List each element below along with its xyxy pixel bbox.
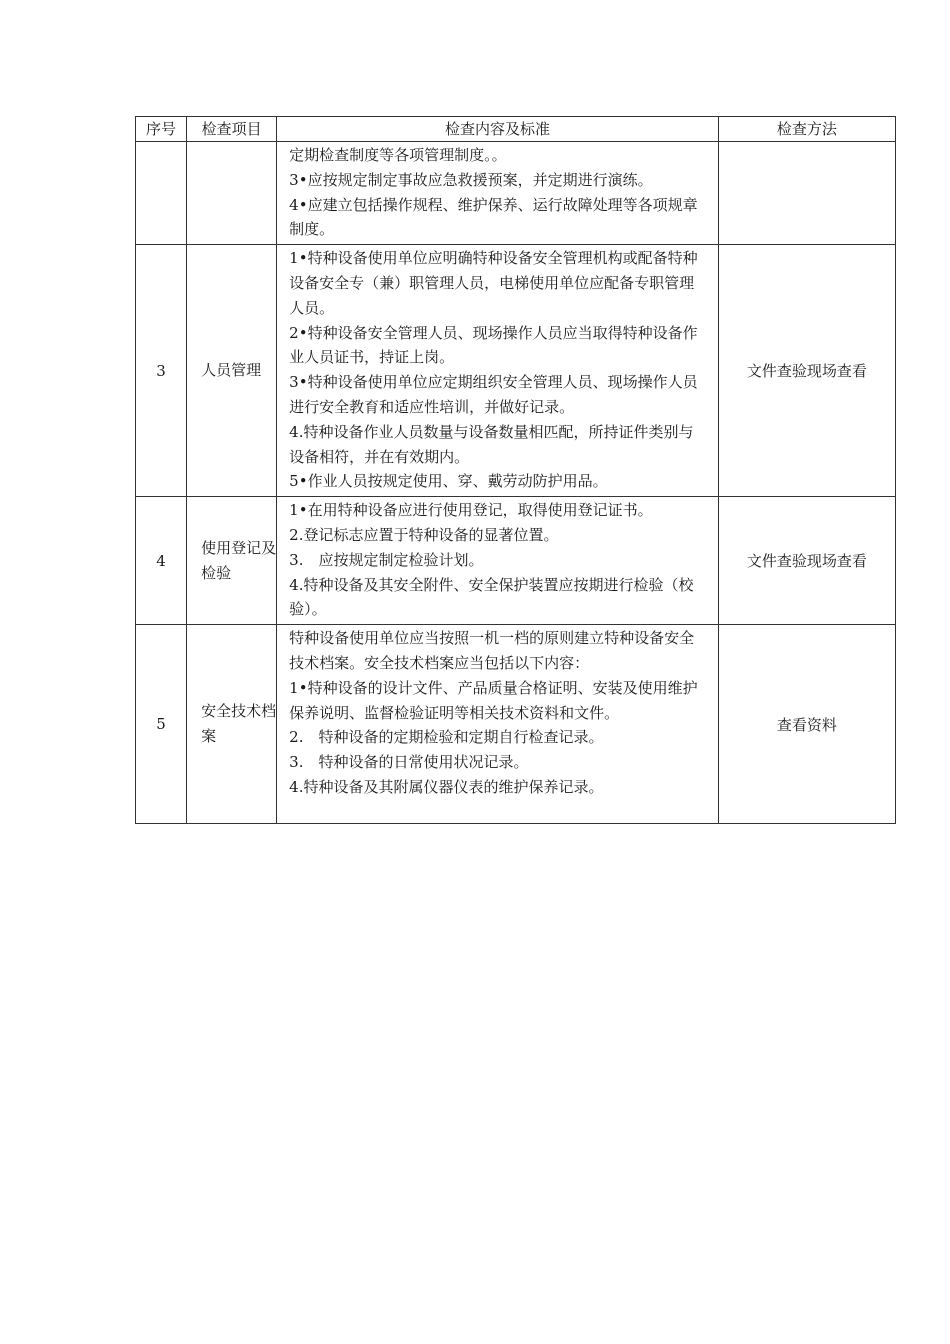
- table-row: [136, 497, 896, 625]
- header-seq: 序号: [136, 117, 187, 142]
- row-content: [277, 142, 719, 245]
- row-content: [277, 245, 719, 497]
- row-content: [277, 625, 719, 824]
- row-method: 文件查验现场查看: [718, 245, 895, 497]
- header-content: 检查内容及标准: [277, 117, 719, 142]
- content-line: 2•特种设备安全管理人员、现场操作人员应当取得特种设备作业人员证书，持证上岗。: [289, 323, 698, 367]
- row-seq: 5: [136, 625, 187, 824]
- row-seq: 4: [136, 497, 187, 625]
- content-line: 3. 特种设备的日常使用状况记录。: [289, 753, 529, 772]
- content-line: 3•应按规定制定事故应急救援预案，并定期进行演练。: [289, 170, 653, 189]
- table-header-row: [136, 117, 896, 142]
- content-line: 定期检查制度等各项管理制度。。: [289, 146, 507, 164]
- row-seq: 3: [136, 245, 187, 497]
- header-method: 检查方法: [718, 117, 895, 142]
- content-line: 5•作业人员按规定使用、穿、戴劳动防护用品。: [289, 472, 608, 491]
- content-line: 4.特种设备及其安全附件、安全保护装置应按期进行检验（校验）。: [289, 575, 694, 619]
- table-row: [136, 625, 896, 824]
- content-line: 4.特种设备作业人员数量与设备数量相匹配，所持证件类别与设备相符，并在有效期内。: [289, 422, 694, 466]
- row-seq: [136, 142, 187, 245]
- content-line: 4•应建立包括操作规程、维护保养、运行故障处理等各项规章制度。: [289, 195, 698, 239]
- content-line: 4.特种设备及其附属仪器仪表的维护保养记录。: [289, 777, 604, 796]
- content-line: 2.登记标志应置于特种设备的显著位置。: [289, 525, 559, 544]
- row-method: 查看资料: [718, 625, 895, 824]
- header-item: 检查项目: [187, 117, 277, 142]
- row-item: 安全技术档案: [187, 625, 277, 824]
- row-item: 使用登记及检验: [187, 497, 277, 625]
- row-item: [187, 142, 277, 245]
- content-line: 2. 特种设备的定期检验和定期自行检查记录。: [289, 728, 604, 747]
- content-line: 3. 应按规定制定检验计划。: [289, 550, 484, 569]
- content-line: 特种设备使用单位应当按照一机一档的原则建立特种设备安全技术档案。安全技术档案应当包括以下内容：: [289, 629, 695, 672]
- row-method: [718, 142, 895, 245]
- content-line: 1•在用特种设备应进行使用登记，取得使用登记证书。: [289, 501, 653, 520]
- content-line: 1•特种设备使用单位应明确特种设备安全管理机构或配备特种设备安全专（兼）职管理人员，电梯使用单位应配备专职管理人员。: [289, 249, 698, 317]
- inspection-table: [135, 116, 896, 824]
- table-row: [136, 245, 896, 497]
- row-method: 文件查验现场查看: [718, 497, 895, 625]
- row-content: [277, 497, 719, 625]
- table-row: [136, 142, 896, 245]
- row-item: 人员管理: [187, 245, 277, 497]
- content-line: 3•特种设备使用单位应定期组织安全管理人员、现场操作人员进行安全教育和适应性培训，并做好记录。: [289, 373, 698, 416]
- content-line: 1•特种设备的设计文件、产品质量合格证明、安装及使用维护保养说明、监督检验证明等相关技术资料和文件。: [289, 678, 698, 722]
